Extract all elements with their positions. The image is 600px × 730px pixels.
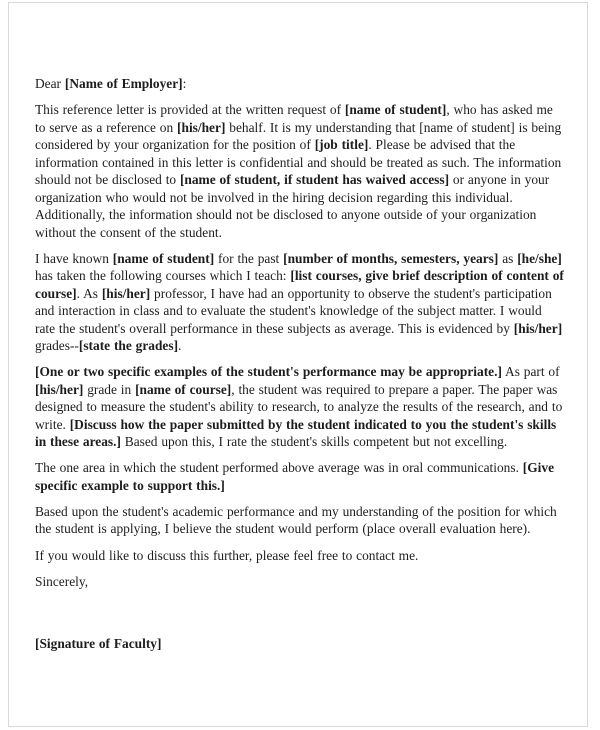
- paragraph-overall-evaluation: [35, 503, 564, 538]
- text-run: , who has asked me to serve as a reference on: [35, 102, 553, 135]
- text-run: As part of: [501, 364, 560, 380]
- letter-body: [35, 75, 564, 653]
- text-run: The one area in which the student performed above average was in oral communications.: [35, 460, 523, 476]
- text-run: for the past: [214, 250, 284, 266]
- placeholder-field: [he/she]: [517, 250, 562, 266]
- text-run: grade in: [83, 381, 136, 397]
- text-run: This reference letter is provided at the written request of: [35, 102, 345, 118]
- text-run: , the student was required to prepare a paper. The paper was designed to measure the student's ability to research, to analyze the results of the research, and to write.: [35, 381, 563, 432]
- text-run: . Please be advised that the information contained in this letter is confidential and should be treated as such. The information should not be disclosed to: [35, 137, 562, 188]
- paragraph-contact-offer: [35, 547, 564, 565]
- placeholder-field: [Discuss how the paper submitted by the student indicated to you the student's skills in these areas.]: [35, 416, 557, 450]
- placeholder-field: [list courses, give brief description of content of course]: [35, 268, 564, 301]
- text-run: If you would like to discuss this further, please feel free to contact me.: [35, 547, 419, 563]
- signature-line: [35, 635, 564, 653]
- placeholder-field: [One or two specific examples of the student's performance may be appropriate.]: [35, 364, 502, 380]
- placeholder-field: [number of months, semesters, years]: [283, 250, 499, 266]
- paragraph-courses-performance: [35, 250, 564, 355]
- text-run: as: [498, 250, 518, 266]
- placeholder-field: [his/her]: [35, 381, 84, 397]
- text-run: :: [182, 76, 187, 91]
- text-run: Dear: [35, 76, 65, 91]
- text-run: behalf. It is my understanding that [name of student] is being considered by your organization for the position of: [35, 119, 562, 153]
- text-run: professor, I have had an opportunity to observe the student's participation and interaction in class and to evaluate the student's knowledge of the subject matter. I would rate the student's overall performance in these subjects as average. This is evidenced by: [35, 285, 552, 336]
- placeholder-field: [name of course]: [135, 381, 232, 397]
- text-run: Based upon the student's academic performance and my understanding of the position for which the student is applying, I believe the student would perform (place overall evaluation here).: [35, 503, 557, 537]
- placeholder-field: [name of student]: [112, 250, 215, 266]
- placeholder-field: [Signature of Faculty]: [35, 636, 162, 652]
- text-run: or anyone in your organization who would not be involved in the hiring decision regarding this individual. Additionally, the information should not be disclosed to anyone outside of your organization without the consent of the student.: [35, 172, 550, 240]
- placeholder-field: [job title]: [314, 137, 369, 153]
- letter-page: [8, 2, 588, 727]
- text-run: .: [178, 338, 182, 354]
- text-run: grades--: [35, 338, 79, 354]
- text-run: Sincerely,: [35, 573, 89, 589]
- placeholder-field: [his/her]: [177, 119, 226, 135]
- placeholder-field: [name of student]: [344, 102, 447, 118]
- placeholder-field: [name of student, if student has waived access]: [179, 172, 450, 188]
- placeholder-field: [his/her]: [513, 320, 563, 336]
- paragraph-above-average-area: [35, 459, 564, 494]
- placeholder-field: [state the grades]: [78, 338, 179, 354]
- paragraph-introduction: [35, 101, 564, 241]
- closing: [35, 573, 564, 591]
- paragraph-specific-examples: [35, 363, 564, 451]
- placeholder-field: [Give specific example to support this.]: [35, 460, 555, 493]
- salutation: [35, 75, 564, 93]
- placeholder-field: [Name of Employer]: [64, 76, 183, 91]
- placeholder-field: [his/her]: [101, 285, 151, 301]
- text-run: Based upon this, I rate the student's skills competent but not excelling.: [120, 434, 508, 450]
- text-run: I have known: [35, 250, 113, 266]
- text-run: has taken the following courses which I teach:: [35, 268, 291, 284]
- text-run: . As: [76, 285, 102, 301]
